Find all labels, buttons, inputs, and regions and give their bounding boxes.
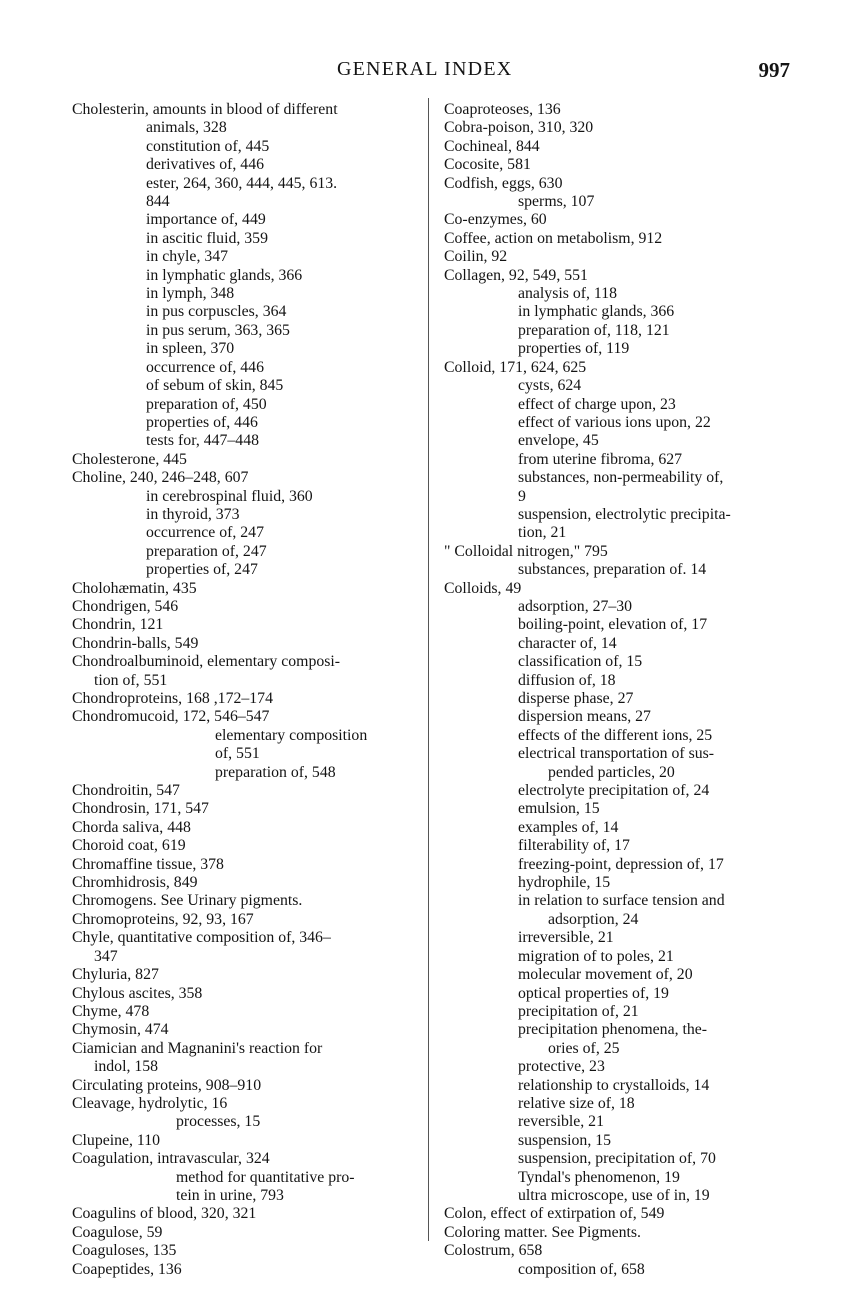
index-subentry: 347: [94, 947, 118, 965]
index-entry: Coaproteoses, 136: [444, 101, 561, 118]
index-entry: Choroid coat, 619: [72, 837, 186, 855]
index-entry: Cholesterin, amounts in blood of different: [72, 101, 338, 118]
index-subentry: effect of charge upon, 23: [518, 395, 676, 413]
index-entry: Cochineal, 844: [444, 137, 540, 155]
index-subentry: sperms, 107: [518, 193, 595, 211]
index-subentry: substances, non-permeability of,: [518, 469, 724, 487]
index-entry: Chondromucoid, 172, 546–547: [72, 708, 270, 726]
index-subentry: Tyndal's phenomenon, 19: [518, 1168, 680, 1186]
index-subentry: irreversible, 21: [518, 929, 614, 947]
index-subentry: tests for, 447–448: [146, 432, 260, 450]
index-subentry: method for quantitative pro-: [176, 1168, 355, 1186]
index-entry: Cholesterone, 445: [72, 450, 187, 468]
index-subentry: suspension, precipitation of, 70: [518, 1150, 716, 1168]
index-entry: " Colloidal nitrogen," 795: [444, 542, 608, 560]
index-entry: Coagulation, intravascular, 324: [72, 1150, 270, 1168]
index-subentry: elementary composition: [215, 726, 368, 744]
index-entry: Cleavage, hydrolytic, 16: [72, 1094, 228, 1112]
index-entry: Clupeine, 110: [72, 1131, 161, 1149]
index-subentry: migration of to poles, 21: [518, 947, 674, 965]
index-subentry: 844: [146, 193, 170, 211]
index-subentry: derivatives of, 446: [146, 156, 265, 174]
index-subentry: in spleen, 370: [146, 340, 235, 358]
index-subentry: tion of, 551: [94, 671, 168, 689]
index-subentry: dispersion means, 27: [518, 708, 651, 726]
index-subentry: freezing-point, depression of, 17: [518, 855, 724, 873]
index-subentry: hydrophile, 15: [518, 874, 611, 892]
index-subentry: tein in urine, 793: [176, 1186, 284, 1204]
index-subentry: molecular movement of, 20: [518, 966, 693, 984]
index-entry: Coagulins of blood, 320, 321: [72, 1205, 257, 1223]
index-subentry: classification of, 15: [518, 653, 643, 671]
index-subentry: occurrence of, 446: [146, 358, 264, 376]
index-subentry: electrical transportation of sus-: [518, 745, 715, 763]
index-subentry: boiling-point, elevation of, 17: [518, 616, 708, 634]
index-subentry: adsorption, 24: [548, 910, 639, 928]
index-subentry: preparation of, 548: [215, 763, 336, 781]
index-entry: Chyle, quantitative composition of, 346–: [72, 929, 331, 947]
index-column-left: [72, 101, 422, 1279]
index-subentry: adsorption, 27–30: [518, 597, 633, 615]
index-entry: Cocosite, 581: [444, 156, 531, 174]
index-subentry: in relation to surface tension and: [518, 892, 725, 910]
index-subentry: importance of, 449: [146, 211, 266, 229]
index-subentry: character of, 14: [518, 634, 617, 652]
index-entry: Colon, effect of extirpation of, 549: [444, 1205, 665, 1223]
index-entry: Chymosin, 474: [72, 1021, 169, 1039]
index-subentry: cysts, 624: [518, 377, 582, 395]
index-subentry: in chyle, 347: [146, 248, 229, 266]
index-entry: Chondrosin, 171, 547: [72, 800, 209, 818]
index-entry: Chromaffine tissue, 378: [72, 855, 224, 873]
index-entry: Colloids, 49: [444, 579, 522, 597]
index-entry: Ciamician and Magnanini's reaction for: [72, 1039, 323, 1057]
index-entry: Coffee, action on metabolism, 912: [444, 229, 663, 247]
page-number: 997: [758, 58, 790, 82]
index-subentry: preparation of, 450: [146, 395, 267, 413]
index-subentry: emulsion, 15: [518, 800, 600, 818]
index-subentry: suspension, electrolytic precipita-: [518, 505, 731, 523]
index-subentry: examples of, 14: [518, 818, 619, 836]
index-subentry: ester, 264, 360, 444, 445, 613.: [146, 174, 338, 192]
index-subentry: from uterine fibroma, 627: [518, 450, 683, 468]
index-subentry: pended particles, 20: [548, 763, 675, 781]
index-subentry: suspension, 15: [518, 1131, 612, 1149]
index-subentry: preparation of, 118, 121: [518, 321, 670, 339]
index-subentry: in ascitic fluid, 359: [146, 229, 268, 247]
index-subentry: precipitation phenomena, the-: [518, 1021, 708, 1039]
index-subentry: of, 551: [215, 745, 260, 763]
index-subentry: ultra microscope, use of in, 19: [518, 1186, 710, 1204]
index-subentry: reversible, 21: [518, 1113, 604, 1131]
page-header: [0, 58, 846, 84]
index-entry: Chyluria, 827: [72, 966, 159, 984]
index-subentry: in lymphatic glands, 366: [518, 303, 675, 321]
index-subentry: filterability of, 17: [518, 837, 630, 855]
index-subentry: diffusion of, 18: [518, 671, 616, 689]
index-subentry: 9: [518, 487, 526, 505]
index-subentry: properties of, 247: [146, 561, 258, 579]
index-entry: Cobra-poison, 310, 320: [444, 119, 594, 137]
index-subentry: disperse phase, 27: [518, 690, 634, 707]
index-entry: Coloring matter. See Pigments.: [444, 1223, 642, 1241]
index-column-right: [444, 101, 794, 1279]
index-entry: Choline, 240, 246–248, 607: [72, 469, 249, 487]
index-subentry: relationship to crystalloids, 14: [518, 1076, 710, 1094]
index-subentry: composition of, 658: [518, 1260, 645, 1278]
index-entry: Codfish, eggs, 630: [444, 174, 563, 192]
index-subentry: occurrence of, 247: [146, 524, 264, 542]
index-entry: Coilin, 92: [444, 248, 508, 266]
index-subentry: in cerebrospinal fluid, 360: [146, 487, 313, 505]
index-subentry: properties of, 119: [518, 340, 630, 358]
index-entry: Chylous ascites, 358: [72, 984, 203, 1002]
index-entry: Colloid, 171, 624, 625: [444, 358, 587, 376]
index-subentry: analysis of, 118: [518, 285, 618, 303]
index-subentry: in lymphatic glands, 366: [146, 266, 303, 284]
index-entry: Chorda saliva, 448: [72, 818, 191, 836]
index-entry: Chondrin-balls, 549: [72, 634, 199, 652]
index-subentry: envelope, 45: [518, 432, 599, 450]
index-entry: Coaguloses, 135: [72, 1242, 177, 1260]
index-subentry: in lymph, 348: [146, 285, 235, 303]
index-subentry: constitution of, 445: [146, 137, 270, 155]
index-entry: Chromogens. See Urinary pigments.: [72, 892, 303, 910]
index-entry: Chondroproteins, 168 ,172–174: [72, 690, 273, 707]
index-entry: Chondrin, 121: [72, 616, 164, 634]
index-entry: Collagen, 92, 549, 551: [444, 266, 588, 284]
running-title: GENERAL INDEX: [337, 58, 513, 80]
index-entry: Circulating proteins, 908–910: [72, 1076, 262, 1094]
index-entry: Cholohæmatin, 435: [72, 579, 197, 597]
index-subentry: effect of various ions upon, 22: [518, 413, 711, 431]
index-entry: Colostrum, 658: [444, 1242, 543, 1260]
index-subentry: in pus corpuscles, 364: [146, 303, 287, 321]
index-subentry: preparation of, 247: [146, 542, 267, 560]
index-subentry: effects of the different ions, 25: [518, 726, 713, 744]
index-subentry: in pus serum, 363, 365: [146, 321, 290, 339]
index-subentry: animals, 328: [146, 119, 227, 137]
index-subentry: tion, 21: [518, 524, 567, 542]
index-subentry: substances, preparation of. 14: [518, 561, 707, 579]
index-entry: Chyme, 478: [72, 1002, 150, 1020]
index-subentry: electrolyte precipitation of, 24: [518, 782, 710, 800]
index-subentry: properties of, 446: [146, 413, 258, 431]
index-subentry: in thyroid, 373: [146, 505, 240, 523]
index-entry: Chromhidrosis, 849: [72, 874, 198, 892]
index-subentry: optical properties of, 19: [518, 984, 669, 1002]
index-entry: Chromoproteins, 92, 93, 167: [72, 910, 254, 928]
index-entry: Coapeptides, 136: [72, 1260, 182, 1278]
index-subentry: protective, 23: [518, 1058, 605, 1076]
index-subentry: precipitation of, 21: [518, 1002, 639, 1020]
column-divider: [428, 98, 429, 1241]
index-subentry: indol, 158: [94, 1058, 159, 1076]
index-subentry: relative size of, 18: [518, 1094, 635, 1112]
index-entry: Co-enzymes, 60: [444, 211, 547, 229]
index-subentry: of sebum of skin, 845: [146, 377, 284, 395]
index-subentry: ories of, 25: [548, 1039, 620, 1057]
index-entry: Chondrigen, 546: [72, 597, 179, 615]
index-entry: Coagulose, 59: [72, 1223, 163, 1241]
index-entry: Chondroalbuminoid, elementary composi-: [72, 653, 341, 671]
index-entry: Chondroitin, 547: [72, 782, 180, 800]
index-subentry: processes, 15: [176, 1113, 261, 1131]
